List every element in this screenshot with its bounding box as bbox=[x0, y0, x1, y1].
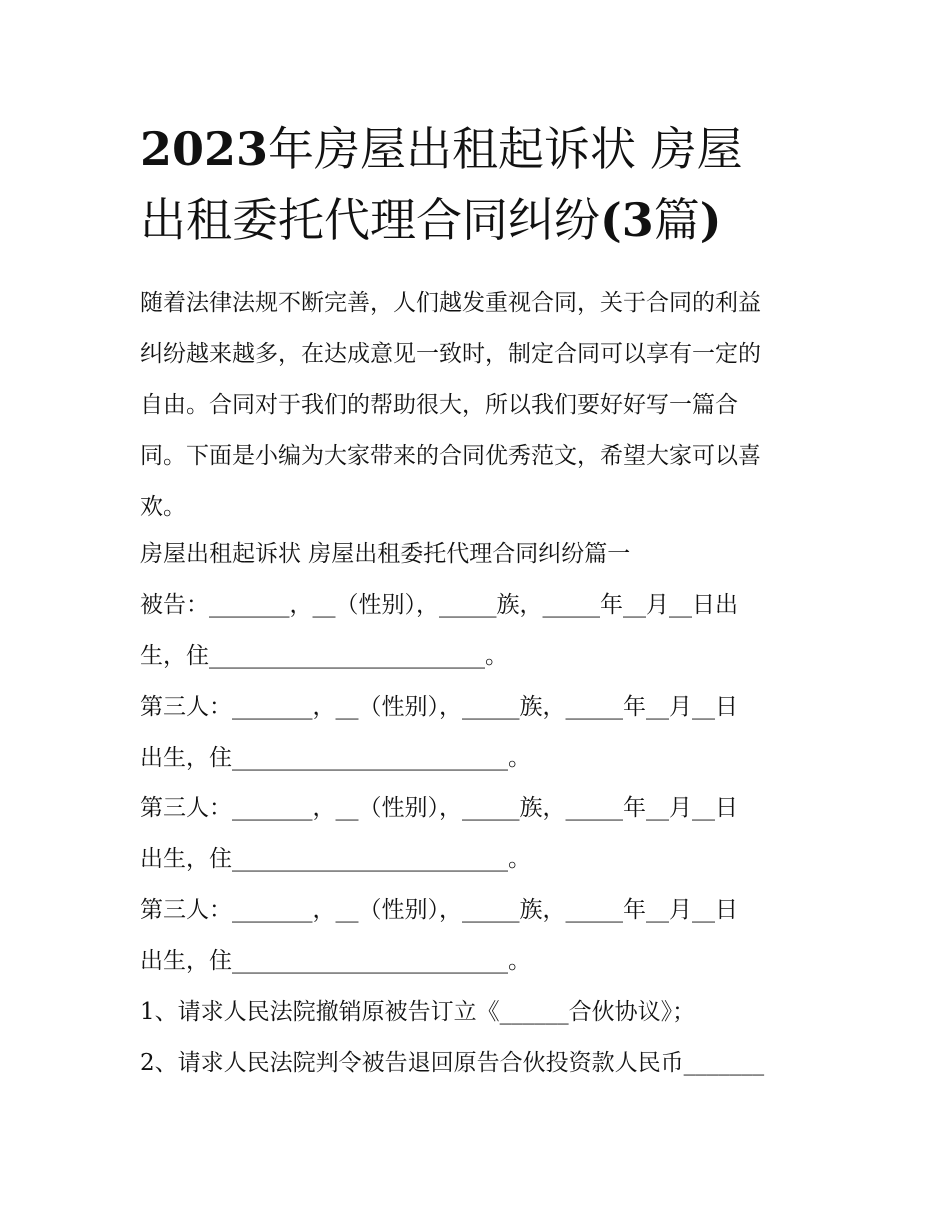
body-line: 被告：_______，__（性别），_____族，_____年__月__日出 bbox=[140, 592, 738, 618]
title-line-2: 出租委托代理合同纠纷(3篇) bbox=[140, 193, 722, 247]
body-line: 生，住________________________。 bbox=[140, 643, 508, 669]
numbered-request: 2、请求人民法院判令被告退回原告合伙投资款人民币_______ bbox=[140, 1050, 765, 1076]
intro-line: 纠纷越来越多，在达成意见一致时，制定合同可以享有一定的 bbox=[140, 341, 761, 367]
body-line: 第三人：_______，__（性别），_____族，_____年__月__日 bbox=[140, 694, 738, 720]
body-line: 出生，住________________________。 bbox=[140, 745, 531, 771]
intro-line: 欢。 bbox=[140, 494, 186, 520]
body-line: 出生，住________________________。 bbox=[140, 846, 531, 872]
body-line: 第三人：_______，__（性别），_____族，_____年__月__日 bbox=[140, 897, 738, 923]
body-line: 第三人：_______，__（性别），_____族，_____年__月__日 bbox=[140, 795, 738, 821]
body-line: 出生，住________________________。 bbox=[140, 948, 531, 974]
section-heading: 房屋出租起诉状 房屋出租委托代理合同纠纷篇一 bbox=[140, 541, 631, 567]
intro-line: 同。下面是小编为大家带来的合同优秀范文，希望大家可以喜 bbox=[140, 443, 761, 469]
title-line-1: 2023年房屋出租起诉状 房屋 bbox=[140, 122, 743, 176]
intro-line: 自由。合同对于我们的帮助很大，所以我们要好好写一篇合 bbox=[140, 392, 738, 418]
intro-line: 随着法律法规不断完善，人们越发重视合同，关于合同的利益 bbox=[140, 290, 761, 316]
numbered-request: 1、请求人民法院撤销原被告订立《______合伙协议》； bbox=[140, 999, 696, 1025]
